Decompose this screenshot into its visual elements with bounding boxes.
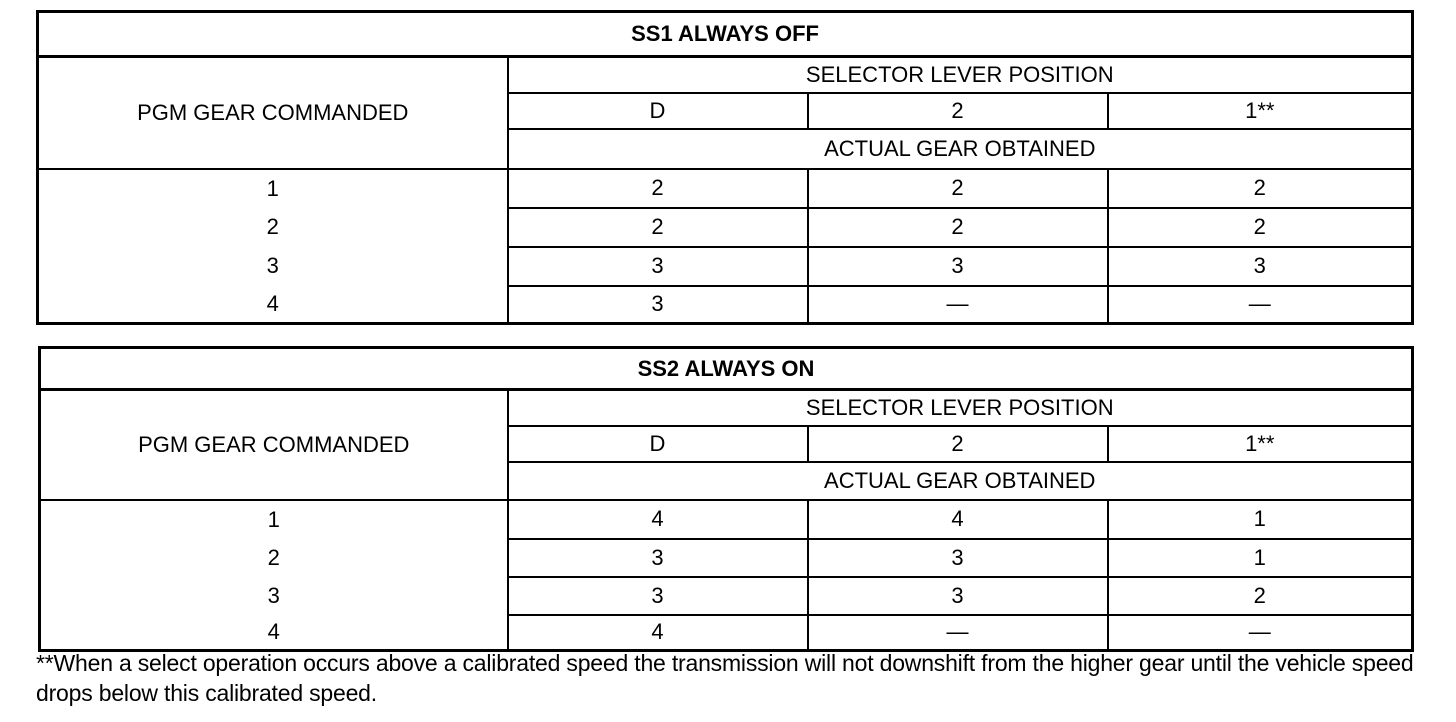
table-row (38, 208, 1413, 247)
gear-cell: — (808, 286, 1108, 324)
gear-cell: 3 (508, 247, 808, 286)
column-header: 1** (1108, 426, 1413, 462)
column-header: 2 (808, 93, 1108, 129)
column-header: 1** (1108, 93, 1413, 129)
table-row (38, 247, 1413, 286)
gear-cell: — (1108, 286, 1413, 324)
commanded-gear: 4 (38, 286, 508, 324)
gear-cell: 1 (1108, 539, 1413, 577)
subheader: ACTUAL GEAR OBTAINED (508, 129, 1413, 169)
column-header: 2 (808, 426, 1108, 462)
gear-cell: 3 (508, 286, 808, 324)
gear-cell: 1 (1108, 500, 1413, 539)
gear-cell: 3 (808, 247, 1108, 286)
gear-cell: 4 (808, 500, 1108, 539)
ss2-table (38, 346, 1414, 652)
footnote: **When a select operation occurs above a calibrated speed the transmission will not downshift from the higher gear until the vehicle speed drops below this calibrated speed. (36, 650, 1414, 706)
gear-cell: 2 (808, 208, 1108, 247)
gear-cell: 2 (808, 169, 1108, 208)
commanded-gear: 1 (38, 169, 508, 208)
table-title: SS1 ALWAYS OFF (38, 12, 1413, 57)
gear-cell: 3 (508, 577, 808, 615)
gear-cell: 3 (808, 539, 1108, 577)
row-header: PGM GEAR COMMANDED (40, 390, 508, 500)
commanded-gear: 2 (38, 208, 508, 247)
gear-cell: 4 (508, 500, 808, 539)
commanded-gear: 3 (38, 247, 508, 286)
row-header: PGM GEAR COMMANDED (38, 57, 508, 169)
gear-cell: 2 (1108, 208, 1413, 247)
table-row (38, 169, 1413, 208)
table-row (40, 500, 1413, 539)
group-header: SELECTOR LEVER POSITION (508, 390, 1413, 426)
gear-cell: 4 (508, 615, 808, 651)
table-row (38, 286, 1413, 324)
table-title: SS2 ALWAYS ON (40, 348, 1413, 390)
gear-cell: 2 (1108, 577, 1413, 615)
column-header: D (508, 93, 808, 129)
commanded-gear: 3 (40, 577, 508, 615)
gear-cell: 2 (1108, 169, 1413, 208)
commanded-gear: 4 (40, 615, 508, 651)
commanded-gear: 2 (40, 539, 508, 577)
table-row (40, 577, 1413, 615)
gear-cell: 2 (508, 208, 808, 247)
ss1-table (36, 10, 1414, 325)
gear-cell: 3 (808, 577, 1108, 615)
table-row (40, 539, 1413, 577)
gear-cell: — (1108, 615, 1413, 651)
commanded-gear: 1 (40, 500, 508, 539)
gear-cell: 3 (1108, 247, 1413, 286)
subheader: ACTUAL GEAR OBTAINED (508, 462, 1413, 500)
gear-cell: 2 (508, 169, 808, 208)
table-row (40, 615, 1413, 651)
gear-cell: 3 (508, 539, 808, 577)
group-header: SELECTOR LEVER POSITION (508, 57, 1413, 93)
gear-cell: — (808, 615, 1108, 651)
column-header: D (508, 426, 808, 462)
